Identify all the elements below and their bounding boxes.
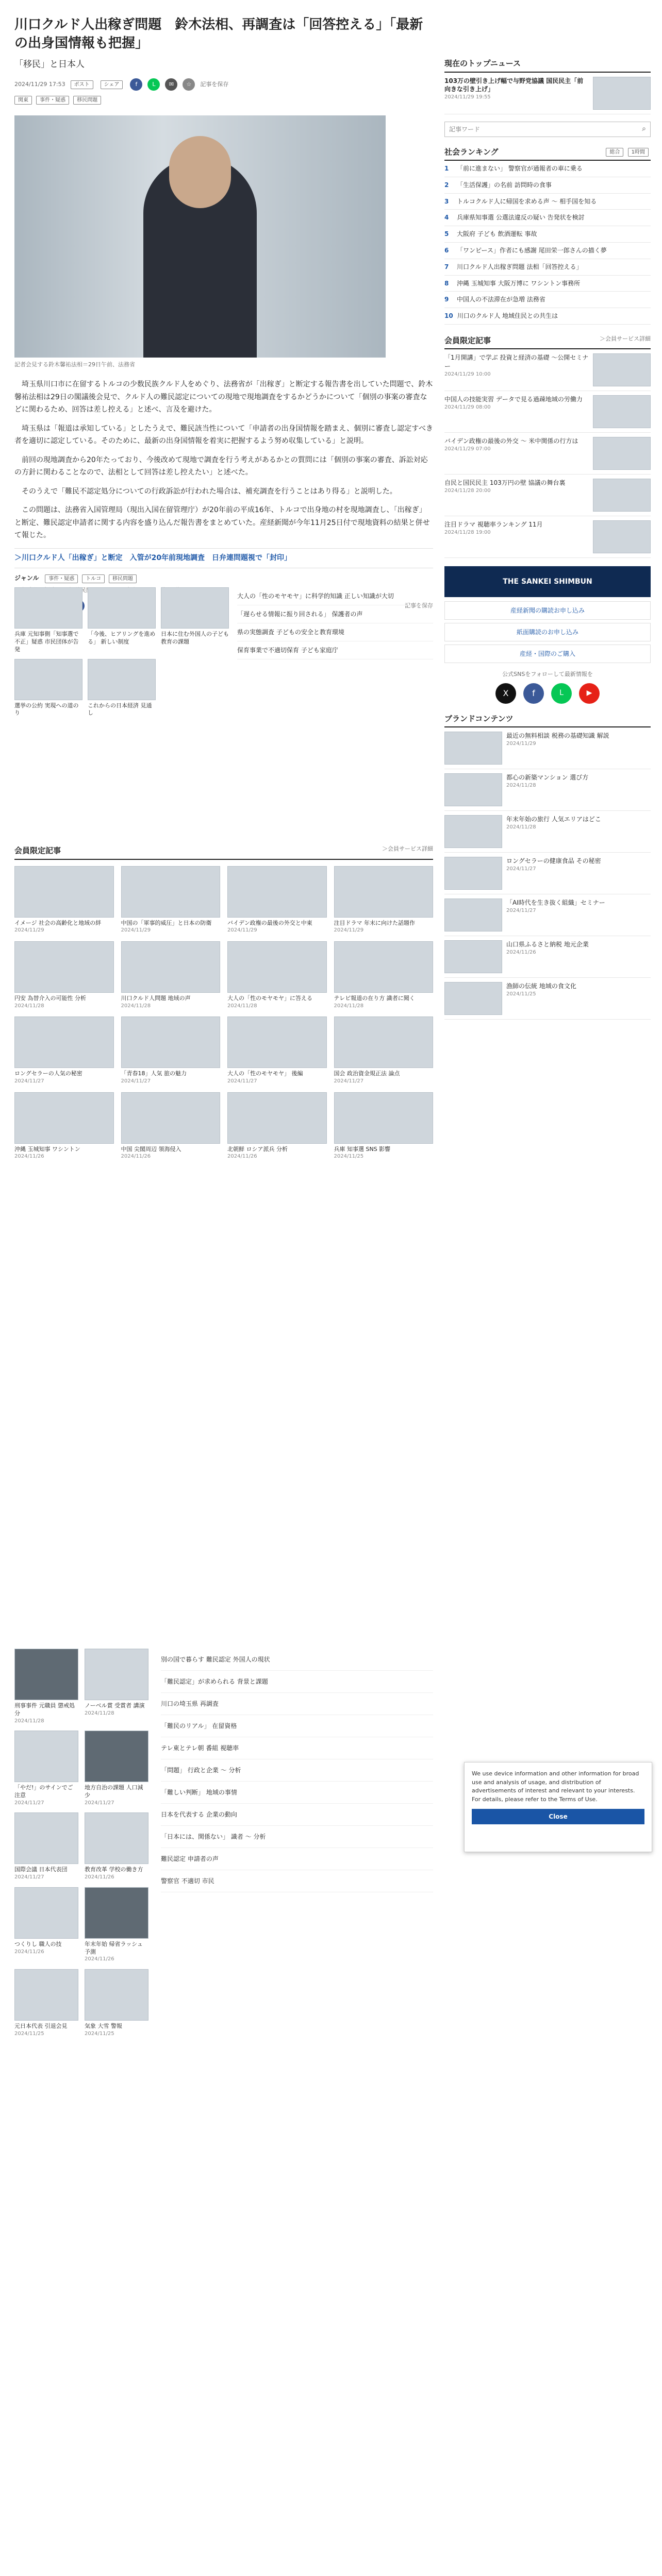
card-thumb [14,1092,114,1144]
sidebar-member-card[interactable] [444,474,651,516]
card-title: 沖縄 玉城知事 ワシントン [14,1145,80,1153]
card-date: 2024/11/26 [14,1154,44,1160]
card-date: 2024/11/28 [85,1710,114,1716]
brand-card-title: 年末年始の旅行 人気エリアはどこ [506,816,601,823]
card-title: 注目ドラマ 年末に向けた話題作 [334,919,415,926]
sidebar-member-card[interactable] [444,516,651,558]
card-thumb [227,941,327,993]
brand-card-title: 「AI時代を生き抜く組織」セミナー [506,899,605,907]
brand-thumb [444,732,502,765]
card-date: 2024/11/29 [227,927,257,934]
share-fb-label: シェア [104,81,120,88]
member-card[interactable] [121,1016,221,1084]
card-title: 自民と国民民主 103万円の壁 協議の舞台裏 [444,479,566,487]
article-photo [14,115,386,358]
card-title: 北朝鮮 ロシア派兵 分析 [227,1145,288,1153]
card-date: 2024/11/26 [14,1948,44,1955]
brand-thumb [444,940,502,973]
card-title: 国会 政治資金規正法 論点 [334,1070,400,1077]
brand-card-date: 2024/11/29 [506,741,536,747]
brand-card-title: ロングセラーの健康食品 その秘密 [506,857,601,865]
card-date: 2024/11/27 [227,1078,257,1084]
card-title: 日本に住む外国人の子ども 教育の課題 [161,631,229,645]
card-title: 中国人の技能実習 データで見る過疎地域の労働力 [444,396,583,403]
ranking-text: 「前に進まない」 警察官が通報者の車に乗る [457,165,583,172]
brand-thumb [444,982,502,1015]
genre-links[interactable]: 移民問題 [74,586,97,594]
article-body [14,378,433,542]
brand-card[interactable] [444,853,651,894]
card-thumb [14,1887,78,1939]
top-news-headline: 103万の壁引き上げ幅で与野党協議 国民民主「前向きな引き上げ」 [444,77,584,93]
ranking-item[interactable]: 1 「前に進まない」 警察官が通報者の車に乗る [444,161,651,177]
ranking-tab-hour[interactable]: 1時間 [628,148,649,157]
paragraph: 前回の現地調査から20年たっており、今後改めて現地で調査を行う考えがあるかとの質問には「個別の事案の審査、訴訟対応の方針に関わることなので、法相として回答は差し控えたい」と述べた。 [14,455,428,477]
related-item[interactable]: 「遅らせる情報に振り回される」 保護者の声 [237,605,433,623]
sidebar-member-more[interactable]: ＞会員サービス詳細 [600,335,651,342]
card-date: 2024/11/26 [121,1154,151,1160]
follow-text: 公式SNSをフォローして最新情報を [502,671,593,678]
card-thumb [593,437,651,470]
card-title: つくりし 職人の技 [14,1940,62,1947]
paragraph: 埼玉県は「報道は承知している」としたうえで、難民該当性について「申請者の出身国情報を踏まえ、個別に審査し認定すべき者を適切に認定している。そのために、最新の出身国情報を着実に把握するよう努め収集している」と説明。 [14,424,433,446]
lower-card[interactable] [14,1812,78,1880]
card-date: 2024/11/29 [121,927,151,934]
card-thumb [85,1887,148,1939]
card-title: ロングセラーの人気の秘密 [14,1070,82,1077]
member-card[interactable] [14,1016,114,1084]
share-x-label: ポスト [74,81,90,88]
card-title: バイデン政権の最後の外交 ～ 米中関係の行方は [444,437,578,445]
article-meta [14,77,433,92]
facebook-icon[interactable]: f [523,683,544,704]
brand-card[interactable] [444,811,651,853]
sidebar [444,58,651,1020]
top-news-title: 現在のトップニュース [444,58,651,73]
lower-link[interactable]: 警察官 不適切 市民 [161,1870,433,1892]
lower-card[interactable] [85,1969,148,2037]
related-card[interactable] [14,659,82,718]
card-thumb [227,866,327,918]
purchase-link[interactable]: 産経・国際のご購入 [444,645,651,663]
card-title: 大人の「性のモヤモヤ」に答える [227,994,312,1002]
card-thumb [14,866,114,918]
related-article-link[interactable]: ＞川口クルド人「出稼ぎ」と断定 入管が20年前現地調査 日弁連問題視で「封印」 [14,548,433,568]
card-date: 2024/11/29 [14,927,44,934]
ranking-item[interactable]: 6 「ワンピース」作者にも感謝 尾田栄一郎さんの描く夢 [444,243,651,259]
card-date: 2024/11/27 [14,1800,44,1806]
card-title: 「1月開講」で学ぶ 投資と経済の基礎 ～公開セミナー [444,354,589,370]
card-title: ノーベル賞 受賞者 講演 [85,1702,145,1709]
lower-link[interactable]: 別の国で暮らす 難民認定 外国人の現状 [161,1649,433,1671]
top-news-card[interactable] [444,73,651,114]
card-thumb [14,1812,78,1864]
paragraph: そのうえで「難民不認定処分についての行政訴訟が行われた場合は、補充調査を行うことはあり得る」と説明した。 [22,487,397,496]
card-date: 2024/11/28 [121,1003,151,1009]
ranking-text: 沖縄 玉城知事 大阪万博に ワシントン事務所 [457,279,581,287]
series-label: 「移民」と日本人 [14,59,85,70]
brand-card[interactable] [444,727,651,769]
ranking-text: 「ワンピース」作者にも感謝 尾田栄一郎さんの描く夢 [457,246,607,254]
card-date: 2024/11/25 [85,2030,114,2037]
lower-link[interactable]: 「日本には、関係ない」 識者 ～ 分析 [161,1826,433,1848]
genre-row [14,573,433,583]
card-date: 2024/11/28 [14,1003,44,1009]
lower-section [14,1649,433,2037]
genre-label: ジャンル [14,574,39,582]
card-title: 地方自治の課題 人口減少 [85,1784,143,1799]
article-date: 2024/11/29 17:53 [14,81,65,88]
member-card[interactable] [227,941,327,1009]
related-card[interactable] [88,587,156,654]
card-date: 2024/11/26 [227,1154,257,1160]
card-thumb [85,1649,148,1700]
search-box [444,122,651,137]
ranking-text: 大阪府 子ども 飲酒運転 事故 [457,230,537,238]
ranking-text: トルコクルド人に帰国を求める声 ～ 相手国を知る [457,197,597,205]
card-title: 兵庫 元知事側「知事選で不正」疑惑 市民団体が告発 [14,631,79,653]
card-thumb [227,1092,327,1144]
card-thumb [88,659,156,700]
brand-card-date: 2024/11/28 [506,783,536,789]
brand-card[interactable] [444,936,651,978]
genre-incident[interactable]: 事件・疑惑 [45,574,78,583]
bookmark-icon[interactable]: ☆ [183,78,195,91]
card-thumb [161,587,229,629]
ranking-item[interactable]: 9 中国人の不法滞在が急増 法務省 [444,292,651,308]
cookie-close-button[interactable]: Close [472,1809,644,1824]
card-thumb [334,1092,434,1144]
email-icon[interactable]: ✉ [165,78,177,91]
brand-card[interactable] [444,769,651,811]
brand-thumb [444,773,502,806]
brand-card-date: 2024/11/27 [506,908,536,914]
card-date: 2024/11/29 [334,927,364,934]
member-card[interactable] [14,1092,114,1160]
paragraph: 埼玉県川口市に在留するトルコの少数民族クルド人をめぐり、法務省が「出稼ぎ」と断定する報告書を出していた問題で、鈴木馨祐法相は29日の閣議後会見で、クルド人の難民認定についての現地で現地調査をするかどうかについて「個別の事案の審査などに関わるため、回答は差し控える」と述べ、言及を避けた。 [14,380,433,414]
member-card[interactable] [121,866,221,934]
card-title: 中国の「軍事的威圧」と日本の防衛 [121,919,212,926]
card-title: 元日本代表 引退会見 [14,2022,68,2029]
lower-link[interactable]: 「難民のリアル」 在留資格 [161,1715,433,1737]
article-title: 川口クルド人出稼ぎ問題 鈴木法相、再調査は「回答控える」「最新の出身国情報も把握」 [14,17,423,52]
lower-card[interactable] [14,1969,78,2037]
brand-card-title: 都心の新築マンション 選び方 [506,774,589,782]
card-date: 2024/11/28 19:00 [444,530,491,536]
brand-card-title: 最近の無料相談 税務の基礎知識 解説 [506,732,609,740]
ranking-item[interactable]: 2 「生活保護」の名前 訪問時の食事 [444,177,651,194]
x-icon[interactable]: X [495,683,516,704]
card-thumb [14,587,82,629]
card-thumb [14,1649,78,1700]
sidebar-member-card[interactable] [444,391,651,433]
lower-link[interactable]: 「難しい判断」 地域の事情 [161,1782,433,1804]
card-thumb [227,1016,327,1068]
ranking-title: 社会ランキング [444,147,499,157]
related-item[interactable]: 大人の「性のモヤモヤ」に科学的知識 正しい知識が大切 [237,587,433,605]
card-thumb [14,659,82,700]
card-title: 年末年始 帰省ラッシュ予測 [85,1940,143,1955]
share-fb-button[interactable] [101,80,123,89]
card-title: バイデン政権の最後の外交と中東 [227,919,312,926]
related-thumb-grid [14,587,229,717]
cookie-text: We use device information and other information for broad use and analysis of usage, and distribution of advertisements of interest and relevant to your interests. For details, please refer to the Terms of Use. [472,1770,639,1803]
ranking-item[interactable]: 3 トルコクルド人に帰国を求める声 ～ 相手国を知る [444,194,651,210]
member-card[interactable] [334,1016,434,1084]
article-series [14,58,433,72]
member-card[interactable] [334,941,434,1009]
lower-text-links [161,1649,433,2037]
card-title: 中国 尖閣周辺 領海侵入 [121,1145,181,1153]
lower-card[interactable] [14,1731,78,1806]
ranking-text: 「生活保護」の名前 訪問時の食事 [457,181,552,189]
card-thumb [85,1812,148,1864]
lower-card[interactable] [85,1887,148,1963]
genre-turkey[interactable]: トルコ [82,574,105,583]
related-item[interactable]: 保育事業で不適切保育 子ども家庭庁 [237,641,433,659]
card-date: 2024/11/29 07:00 [444,446,491,452]
related-card[interactable] [14,587,82,654]
member-card[interactable] [121,941,221,1009]
member-section [14,845,433,1160]
line-icon[interactable]: L [147,78,160,91]
cookie-popup [464,1762,652,1852]
card-date: 2024/11/26 [85,1874,114,1880]
lower-card[interactable] [14,1649,78,1724]
member-title: 会員限定記事 [14,846,61,855]
search-input[interactable] [449,126,642,133]
card-title: 選挙の公約 実現への道のり [14,702,79,717]
brand-thumb [444,815,502,848]
lower-link[interactable]: テレ東とテレ朝 番組 視聴率 [161,1737,433,1759]
lower-card[interactable] [85,1812,148,1880]
card-title: テレビ報道の在り方 識者に聞く [334,994,415,1002]
brand-thumb [444,857,502,890]
card-title: 注目ドラマ 視聴率ランキング 11月 [444,521,543,529]
brand-card-date: 2024/11/27 [506,866,536,872]
card-title: 気象 大雪 警報 [85,2022,122,2029]
ranking-item[interactable]: 5 大阪府 子ども 飲酒運転 事故 [444,226,651,243]
card-date: 2024/11/27 [334,1078,364,1084]
related-card[interactable] [88,659,156,718]
article-tags [14,95,433,105]
tag-immigration[interactable]: 移民問題 [73,96,101,105]
ranking-item[interactable]: 4 兵庫県知事選 公選法違反の疑い 告発状を検討 [444,210,651,226]
lower-link[interactable]: 「難民認定」が求められる 背景と課題 [161,1671,433,1693]
card-thumb [593,479,651,512]
lower-card[interactable] [14,1887,78,1963]
card-title: 国際会議 日本代表団 [14,1866,68,1873]
brand-thumb [444,899,502,931]
member-grid [14,866,433,1160]
member-card[interactable] [14,866,114,934]
card-thumb [121,1016,221,1068]
card-date: 2024/11/28 [14,1718,44,1724]
lower-link[interactable]: 日本を代表する 企業の動向 [161,1804,433,1826]
photo-caption: 記者会見する鈴木馨祐法相＝29日午前、法務省 [14,361,135,368]
subscribe-banner[interactable] [444,566,651,597]
card-thumb [85,1969,148,2021]
card-date: 2024/11/27 [14,1874,44,1880]
card-date: 2024/11/27 [85,1800,114,1806]
subscribe-link[interactable]: 産経新聞の購読お申し込み [444,601,651,620]
card-date: 2024/11/25 [334,1154,364,1160]
lower-card[interactable] [85,1649,148,1724]
sns-icons [444,683,651,704]
brand-card-date: 2024/11/25 [506,991,536,997]
card-title: 「今後、ヒアリングを進める」 新しい制度 [88,631,156,645]
member-card[interactable] [227,1092,327,1160]
card-title: 「青春18」人気 旅の魅力 [121,1070,187,1077]
card-date: 2024/11/28 20:00 [444,488,491,494]
card-title: これからの日本経済 見通し [88,702,152,717]
card-title: 川口クルド人問題 地域の声 [121,994,191,1002]
share-x-button[interactable] [71,80,93,89]
card-thumb [14,1016,114,1068]
card-date: 2024/11/27 [14,1078,44,1084]
ranking-text: 中国人の不法滞在が急増 法務省 [457,296,545,303]
card-thumb [14,1731,78,1782]
card-title: 兵庫 知事選 SNS 影響 [334,1145,391,1153]
brand-card-date: 2024/11/26 [506,950,536,956]
card-title: 「やだ!」のサインでご注意 [14,1784,73,1799]
sidebar-member-title: 会員限定記事 [444,335,491,345]
member-card[interactable] [227,866,327,934]
card-title: イメージ 社会の高齢化と地域の絆 [14,919,102,926]
ranking-item[interactable]: 8 沖縄 玉城知事 大阪万博に ワシントン事務所 [444,276,651,292]
lower-card[interactable] [85,1731,148,1806]
ranking-text: 川口クルド人出稼ぎ問題 法相「回答控える」 [457,263,583,270]
save-button[interactable]: 記事を保存 [200,81,229,88]
card-thumb [121,866,221,918]
card-thumb [334,866,434,918]
member-card[interactable] [227,1016,327,1084]
ranking-text: 川口のクルド人 地域住民との共生は [457,312,558,320]
lower-thumb-grid [14,1649,148,2037]
genre-immigration[interactable]: 移民問題 [109,574,137,583]
card-thumb [121,941,221,993]
lower-link[interactable]: 川口の埼玉県 再調査 [161,1693,433,1715]
member-card[interactable] [334,866,434,934]
save-button-bottom[interactable]: 記事を保存 [405,602,433,609]
ranking-list [444,161,651,325]
related-item[interactable]: 県の実態調査 子どもの安全と教育環境 [237,623,433,641]
brand-card-title: 山口県ふるさと納税 地元企業 [506,941,589,948]
lower-link[interactable]: 「問題」 行政と企業 ～ 分析 [161,1759,433,1782]
card-title: 刑事事件 元職員 懲戒処分 [14,1702,75,1717]
member-card[interactable] [14,941,114,1009]
card-thumb [593,353,651,386]
card-thumb [88,587,156,629]
card-date: 2024/11/29 10:00 [444,371,491,378]
sidebar-member-card[interactable] [444,433,651,474]
brand-title: ブランドコンテンツ [444,713,651,728]
card-thumb [334,941,434,993]
member-card[interactable] [121,1092,221,1160]
card-date: 2024/11/26 [85,1956,114,1962]
search-icon[interactable]: ⌕ [642,125,646,133]
card-date: 2024/11/28 [334,1003,364,1009]
ranking-tab-total[interactable]: 総合 [606,148,623,157]
card-date: 2024/11/25 [14,2030,44,2037]
lower-link[interactable]: 難民認定 申請者の声 [161,1848,433,1870]
photo-face [169,136,231,208]
member-more[interactable]: ＞会員サービス詳細 [382,845,433,852]
top-news-thumb [593,77,651,110]
youtube-icon[interactable]: ▶ [579,683,600,704]
card-title: 大人の「性のモヤモヤ」 後編 [227,1070,303,1077]
card-thumb [593,520,651,553]
related-text-list [237,587,433,659]
paper-link[interactable]: 紙面購読のお申し込み [444,623,651,641]
card-date: 2024/11/28 [227,1003,257,1009]
card-thumb [334,1016,434,1068]
top-news-date: 2024/11/29 19:55 [444,94,491,100]
line-icon[interactable]: L [551,683,572,704]
brand-card[interactable] [444,978,651,1020]
banner-text: THE SANKEI SHIMBUN [503,577,592,586]
card-title: 円安 為替介入の可能性 分析 [14,994,86,1002]
card-thumb [85,1731,148,1782]
member-card[interactable] [334,1092,434,1160]
paragraph: この問題は、法務省入国管理局（現出入国在留管理庁）が20年前の平成16年、トルコで出身地の村を現地調査し、「出稼ぎ」と断定、難民認定申請者に関する内容を盛り込んだ報告書をまとめていた。産経新聞が今年11月25日付で現地資料の結果と併せて報じた。 [14,506,430,540]
card-date: 2024/11/29 08:00 [444,404,491,411]
related-card[interactable] [161,587,229,654]
card-title: 教育改革 学校の働き方 [85,1866,143,1873]
card-thumb [593,395,651,428]
tag-incident[interactable]: 事件・疑惑 [36,96,69,105]
brand-card-title: 漁師の伝統 地域の食文化 [506,982,576,990]
ranking-item[interactable]: 7 川口クルド人出稼ぎ問題 法相「回答控える」 [444,259,651,276]
ranking-item[interactable]: 10 川口のクルド人 地域住民との共生は [444,308,651,325]
brand-card[interactable] [444,894,651,936]
facebook-icon[interactable]: f [130,78,142,91]
brand-card-date: 2024/11/28 [506,824,536,831]
card-thumb [121,1092,221,1144]
sidebar-member-card[interactable] [444,349,651,391]
ranking-text: 兵庫県知事選 公選法違反の疑い 告発状を検討 [457,214,585,222]
card-date: 2024/11/27 [121,1078,151,1084]
card-thumb [14,1969,78,2021]
tag-kanto[interactable]: 関東 [14,96,32,105]
card-thumb [14,941,114,993]
